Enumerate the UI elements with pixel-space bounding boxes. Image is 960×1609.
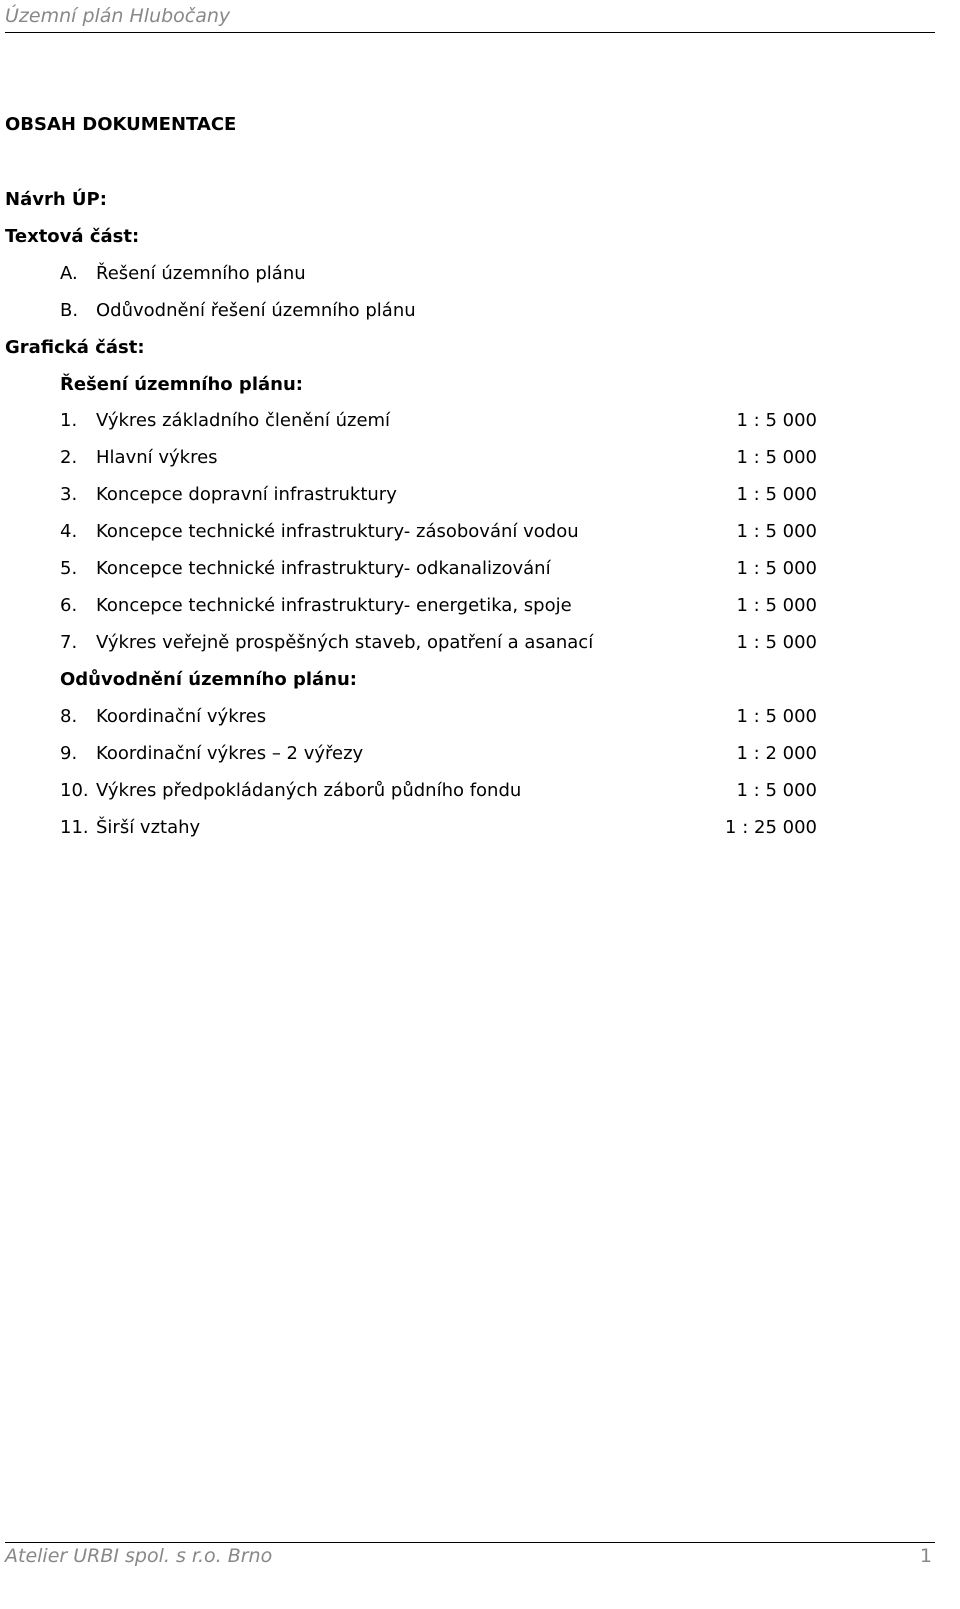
drawing-number: 6. — [60, 595, 78, 616]
drawing-number: 11. — [60, 817, 89, 838]
text-part-label: Textová část: — [5, 226, 140, 247]
drawing-title: Výkres veřejně prospěšných staveb, opatření a asanací — [96, 632, 594, 653]
drawing-number: 4. — [60, 521, 78, 542]
header-title: Územní plán Hlubočany — [5, 5, 231, 27]
drawing-title: Koordinační výkres – 2 výřezy — [96, 743, 364, 764]
drawing-number: 8. — [60, 706, 78, 727]
drawing-scale: 1 : 5 000 — [736, 632, 817, 653]
justification-label: Odůvodnění územního plánu: — [60, 669, 357, 690]
drawing-scale: 1 : 25 000 — [725, 817, 817, 838]
drawing-title: Výkres předpokládaných záborů půdního fondu — [96, 780, 522, 801]
drawing-scale: 1 : 5 000 — [736, 706, 817, 727]
drawing-title: Koncepce technické infrastruktury- zásobování vodou — [96, 521, 579, 542]
page-footer — [5, 1542, 935, 1569]
drawing-number: 5. — [60, 558, 78, 579]
drawing-scale: 1 : 5 000 — [736, 780, 817, 801]
drawing-scale: 1 : 5 000 — [736, 558, 817, 579]
graphic-part-label: Grafická část: — [5, 337, 145, 358]
drawing-scale: 1 : 2 000 — [736, 743, 817, 764]
solution-label: Řešení územního plánu: — [60, 374, 303, 395]
drawing-number: 7. — [60, 632, 78, 653]
drawing-number: 1. — [60, 410, 78, 431]
page-number: 1 — [919, 1545, 932, 1567]
drawing-title: Hlavní výkres — [96, 447, 218, 468]
drawing-title: Koncepce technické infrastruktury- energetika, spoje — [96, 595, 572, 616]
footer-company: Atelier URBI spol. s r.o. Brno — [5, 1545, 273, 1567]
drawing-title: Koncepce technické infrastruktury- odkanalizování — [96, 558, 551, 579]
page-header — [5, 3, 935, 33]
text-item-letter: A. — [60, 263, 78, 284]
drawing-scale: 1 : 5 000 — [736, 484, 817, 505]
drawing-number: 10. — [60, 780, 89, 801]
drawing-title: Koordinační výkres — [96, 706, 267, 727]
drawing-title: Koncepce dopravní infrastruktury — [96, 484, 397, 505]
drawing-scale: 1 : 5 000 — [736, 595, 817, 616]
drawing-title: Výkres základního členění území — [96, 410, 391, 431]
drawing-scale: 1 : 5 000 — [736, 410, 817, 431]
proposal-label: Návrh ÚP: — [5, 189, 107, 210]
text-item-letter: B. — [60, 300, 79, 321]
document-heading: OBSAH DOKUMENTACE — [5, 114, 237, 135]
drawing-scale: 1 : 5 000 — [736, 521, 817, 542]
drawing-title: Širší vztahy — [96, 817, 201, 838]
text-item-label: Odůvodnění řešení územního plánu — [96, 300, 416, 321]
drawing-scale: 1 : 5 000 — [736, 447, 817, 468]
drawing-number: 9. — [60, 743, 78, 764]
drawing-number: 2. — [60, 447, 78, 468]
drawing-number: 3. — [60, 484, 78, 505]
text-item-label: Řešení územního plánu — [96, 263, 306, 284]
